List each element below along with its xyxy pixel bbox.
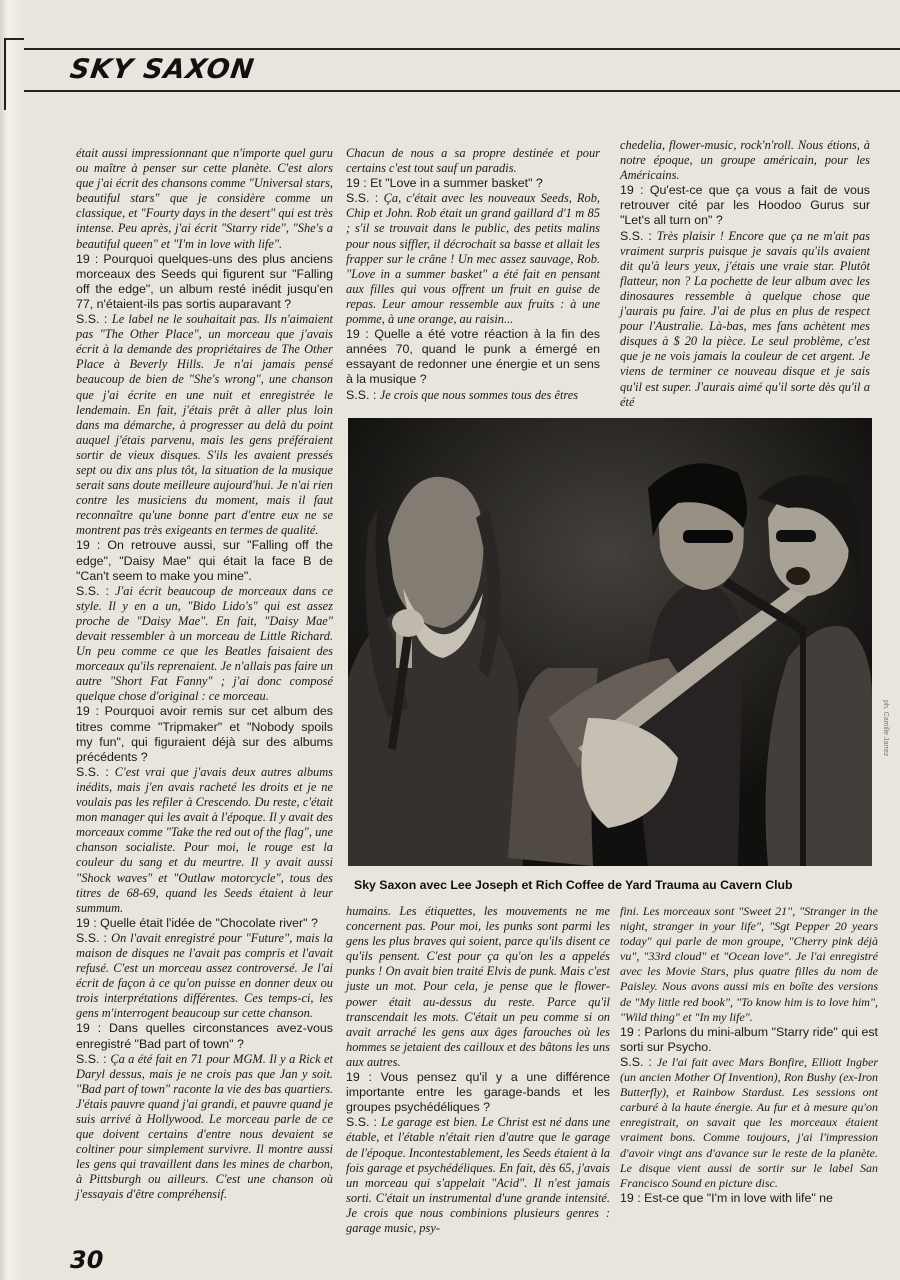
paragraph-text: 19 : On retrouve aussi, sur "Falling off the edge", "Daisy Mae" qui était la face B de "Can't seem to make you mine". <box>76 538 333 583</box>
page-number: 30 <box>70 1246 104 1274</box>
answer-paragraph <box>76 1052 333 1203</box>
column-4 <box>346 904 610 1235</box>
speaker-label: S.S. : <box>346 387 380 402</box>
answer-paragraph <box>620 138 870 183</box>
answer-paragraph <box>346 146 600 176</box>
speaker-label: S.S. : <box>76 930 112 945</box>
answer-paragraph <box>620 904 878 1025</box>
answer-paragraph <box>76 765 333 916</box>
answer-paragraph <box>346 388 600 403</box>
question-paragraph <box>620 1191 878 1206</box>
answer-paragraph <box>346 1115 610 1236</box>
paragraph-text: humains. Les étiquettes, les mouvements ne me concernent pas. Pour moi, les punks sont parmi les gens les plus braves qui soient, parce qu'ils disent ce qu'ils pensent. C'est pour ça qu'on les a appelés punks ! On avait bien traité Elvis de punk. Mais c'est juste un mot. Pour cela, je pense que le flower-power était au-dessus du reste. Parce qu'il transcendait les mots. C'était un peu comme si on avait arraché les gens aux âges farouches où les hommes se jetaient des cailloux et des bâtons les uns aux autres. <box>346 904 610 1069</box>
photo-illustration <box>348 418 872 866</box>
paragraph-text: J'ai écrit beaucoup de morceaux dans ce style. Il y en a un, "Bido Lido's" qui est assez proche de "Daisy Mae". En fait, "Daisy Mae" devait ressembler à un morceau de Little Richard. Un peu comme ce que les Beatles faisaient des morceaux qu'ils reprenaient. Je n'allais pas faire un autre "Short Fat Fanny" ; j'ai donc composé quelque chose d'original : ce morceau. <box>76 583 333 704</box>
speaker-label: S.S. : <box>346 191 384 206</box>
page-binding <box>0 0 26 1280</box>
paragraph-text: 19 : Et "Love in a summer basket" ? <box>346 176 543 191</box>
paragraph-text: était aussi impressionnant que n'importe quel guru ou maître à penser sur cette planète. C'est alors que j'ai écrit des chansons comme "Universal stars, beautiful stars" que je considère comme un classique, et "Fourty days in the desert" qui est très intense. Peu après, j'ai écrit "Starry ride", "She's a beautiful queen" et "I'm in love with life". <box>76 146 334 251</box>
header-rule <box>24 90 900 92</box>
answer-paragraph <box>76 931 333 1022</box>
paragraph-text: 19 : Parlons du mini-album "Starry ride" qui est sorti sur Psycho. <box>620 1024 878 1054</box>
question-paragraph <box>76 252 333 312</box>
speaker-label: S.S. : <box>76 764 115 779</box>
paragraph-text: fini. Les morceaux sont "Sweet 21", "Stranger in the night, stranger in your life", "Sgt Pepper 20 years today" qui parle de mon groupe, "Cherry pink déjà vu", "33rd cloud" et "Ocean love". Je l'ai enregistré avec les Movie Stars, plus quatre filles du nom de Paisley. Nous avons aussi mis en boîte des versions de "My little red book", "To know him is to love him", "Wild thing" et "In my life". <box>620 904 878 1024</box>
column-5 <box>620 904 878 1231</box>
paragraph-text: Le garage est bien. Le Christ est né dans une étable, et l'étable n'était rien d'autre que le garage de l'époque. Incontestablement, les Seeds étaient à la fois garage et psychédéliques. En fait, dès 65, j'avais un morceau qui s'appelait "Acid". Il n'est jamais sorti. C'était un instrumental d'une grande intensité. Je crois que nous combinions plusieurs genres : garage music, psy- <box>346 1115 610 1235</box>
question-paragraph <box>76 1021 333 1051</box>
paragraph-text: On l'avait enregistré pour "Future", mais la maison de disques ne l'avait pas compris et l'avait refusé. C'est un morceau assez controversé. Je l'ai écrit de façon à ce qu'on puisse en donner deux ou trois interprétations différentes. Ces temps-ci, les gens m'interrogent beaucoup sur cette chanson. <box>76 930 333 1021</box>
column-1 <box>76 146 333 1231</box>
paragraph-text: Ça, c'était avec les nouveaux Seeds, Rob, Chip et John. Rob était un grand gaillard d'1 m 85 ; s'il se trouvait dans le public, des petits malins pour nous siffler, il décrochait sa basse et allait les frapper sur le crâne ! Un mec assez sauvage, Rob. "Love in a summer basket" a été fait en pensant aux filles qui vous offrent un fruit en guise de repas. Leur amour ressemble aux fruits : à une pomme, à une orange, au raisin... <box>346 191 600 327</box>
top-rule <box>24 48 900 50</box>
paragraph-text: 19 : Dans quelles circonstances avez-vous enregistré "Bad part of town" ? <box>76 1021 333 1051</box>
paragraph-text: Je l'ai fait avec Mars Bonfire, Elliott Ingber (un ancien Mother Of Invention), Ron Bushy (ex-Iron Butterfly), et Rainbow Stardust. Les sessions ont carburé à la haute énergie. Au fur et à mesure qu'on enregistrait, on savait que les morceaux étaient vraiment bons. Comme toujours, j'ai l'impression d'avoir vingt ans d'avance sur le reste de la planète. Le disque vient aussi de sortir sur le label San Francisco Sound en picture disc. <box>620 1054 878 1190</box>
answer-paragraph <box>346 191 600 327</box>
question-paragraph <box>620 183 870 228</box>
article-header: SKY SAXON <box>68 54 257 85</box>
photo-credit: ph. Camille Jarrez <box>882 700 889 757</box>
paragraph-text: 19 : Pourquoi avoir remis sur cet album des titres comme "Tripmaker" et "Nobody spoils my fun", qui figuraient déjà sur des albums précédents ? <box>76 704 333 764</box>
question-paragraph <box>76 704 333 764</box>
paragraph-text: Ça a été fait en 71 pour MGM. Il y a Rick et Daryl dessus, mais je ne crois pas que Jan y soit. "Bad part of town" raconte la vie des bas quartiers. J'étais pauvre quand j'ai grandi, et pauvre quand je suis arrivé à Hollywood. Le morceau parle de ce que doivent certains d'entre nous devaient se coltiner pour simplement survivre. Il montre aussi les gens qui travaillent dans les mines de charbon, à Pittsburgh ou ailleurs. C'est une chanson où j'essayais d'être compréhensif. <box>76 1051 333 1202</box>
photo-caption: Sky Saxon avec Lee Joseph et Rich Coffee de Yard Trauma au Cavern Club <box>354 878 793 892</box>
answer-paragraph <box>620 1055 878 1191</box>
answer-paragraph <box>346 904 610 1070</box>
speaker-label: S.S. : <box>346 1115 381 1130</box>
question-paragraph <box>76 916 333 931</box>
question-paragraph <box>346 327 600 387</box>
answer-paragraph <box>620 229 870 410</box>
paragraph-text: Chacun de nous a sa propre destinée et pour certains c'est tout sauf un paradis. <box>346 146 600 176</box>
paragraph-text: 19 : Est-ce que "I'm in love with life" ne <box>620 1190 833 1205</box>
paragraph-text: Très plaisir ! Encore que ça ne m'ait pas vraiment surpris puisque je savais qu'ils avaient dit qu'à leurs yeux, j'étais une vraie star. Plutôt flatteur, non ? La pochette de leur album avec les dinosaures ressemble à quelque chose que j'aurais pu faire. J'ai de plus en plus de respect pour l'Australie. Là-bas, mes fans achètent mes disques à $ 20 la pièce. Le seul problème, c'est que je ne vois jamais la couleur de cet argent. Je viens de terminer ce nouveau disque et je sais qu'il est super. J'aurais aimé qu'il sorte dès qu'il a été <box>620 228 870 409</box>
question-paragraph <box>620 1025 878 1055</box>
column-2 <box>346 146 600 402</box>
concert-photo <box>348 418 872 866</box>
answer-paragraph <box>76 146 333 252</box>
paragraph-text: Je crois que nous sommes tous des êtres <box>379 387 579 402</box>
speaker-label: S.S. : <box>76 1051 111 1066</box>
question-paragraph <box>76 538 333 583</box>
paragraph-text: 19 : Quelle a été votre réaction à la fin des années 70, quand le punk a émergé en essayant de redonner une énergie et un sens à la musique ? <box>346 327 600 387</box>
paragraph-text: 19 : Qu'est-ce que ça vous a fait de vous retrouver cité par les Hoodoo Gurus sur "Let's all turn on" ? <box>620 183 870 228</box>
paragraph-text: chedelia, flower-music, rock'n'roll. Nous étions, à notre époque, un groupe américain, pour les Américains. <box>620 138 870 183</box>
paragraph-text: C'est vrai que j'avais deux autres albums inédits, mais j'en avais racheté les droits et je ne voulais pas les refiler à Crescendo. Du reste, c'était mon manager qui les avait à l'époque. Il y avait des morceaux comme "Take the red out of the flag", une chanson socialiste. Pour moi, le rouge est la couleur du sang et du meurtre. Il y avait aussi "Shock waves" et "Outlaw motorcycle", tous des titres de 68-69, quand les Seeds étaient à leur summum. <box>76 764 333 915</box>
paragraph-text: 19 : Vous pensez qu'il y a une différence importante entre les garage-bands et les groupes psychédéliques ? <box>346 1070 610 1115</box>
question-paragraph <box>346 1070 610 1115</box>
speaker-label: S.S. : <box>76 312 112 327</box>
paragraph-text: Le label ne le souhaitait pas. Ils n'aimaient pas "The Other Place", un morceau que j'avais écrit à la demande des propriétaires de The Other Place à Beverly Hills. Je n'ai jamais pensé beaucoup de bien de "She's wrong", une chanson que j'ai écrite en une nuit et enregistrée le lendemain. En fait, j'étais prêt à aller plus loin dans ma démarche, à progresser au delà du point auquel j'étais parvenu, mais les gens préféraient sortir de vieux disques. S'ils les avaient pressés sept ou dix ans plus tôt, la situation de la musique serait sans doute meilleure aujourd'hui. Je n'ai rien contre les musiciens du moment, mais il faut reconnaître qu'une bonne part d'entre eux ne se montrent pas très exigeants en termes de qualité. <box>76 312 333 538</box>
binding-tabs <box>4 38 24 110</box>
paragraph-text: 19 : Quelle était l'idée de "Chocolate river" ? <box>76 915 318 930</box>
question-paragraph <box>346 176 600 191</box>
paragraph-text: 19 : Pourquoi quelques-uns des plus anciens morceaux des Seeds qui figurent sur "Falling off the edge", un album resté inédit jusqu'en 77, n'étaient-ils pas sortis auparavant ? <box>76 251 333 311</box>
column-3 <box>620 138 870 409</box>
answer-paragraph <box>76 312 333 538</box>
answer-paragraph <box>76 584 333 705</box>
speaker-label: S.S. : <box>620 1054 657 1069</box>
speaker-label: S.S. : <box>76 583 116 598</box>
speaker-label: S.S. : <box>620 228 657 243</box>
